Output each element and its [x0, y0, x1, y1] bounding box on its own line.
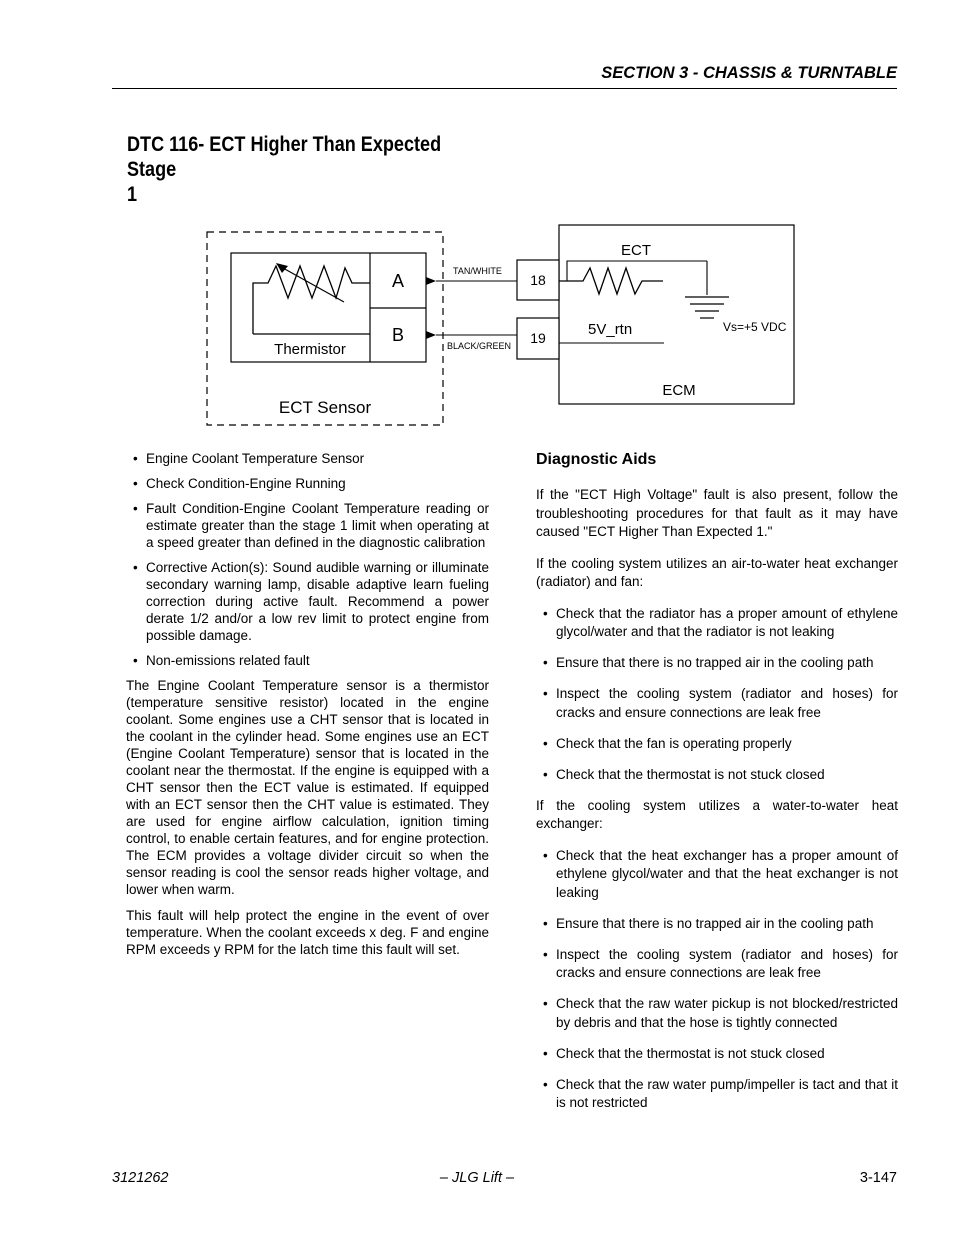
ecm-ect-label: ECT: [621, 242, 651, 259]
ecm-label: ECM: [662, 382, 696, 399]
footer-doc-number: 3121262: [112, 1170, 169, 1186]
list-item: • Fault Condition-Engine Coolant Temperature reading or estimate greater than the stage 1 limit when operating at a speed greater than defined in the diagnostic calibration: [126, 500, 489, 551]
ect-sensor-label: ECT Sensor: [278, 398, 372, 417]
wire-top-label: TAN/WHITE: [453, 266, 502, 276]
list-item: • Check that the heat exchanger has a proper amount of ethylene glycol/water and that the heat exchanger is not leaking: [536, 847, 898, 903]
page-title-line2: 1: [127, 183, 138, 206]
diagnostic-aids-heading: Diagnostic Aids: [536, 451, 657, 468]
thermistor-label: Thermistor: [274, 341, 346, 358]
right-column: [536, 450, 898, 1125]
water-to-water-checklist: [536, 847, 898, 1113]
air-to-water-intro: If the cooling system utilizes an air-to-water heat exchanger (radiator) and fan:: [536, 555, 898, 589]
footer-page-number: 3-147: [859, 1170, 897, 1186]
diagnostic-intro-paragraph: If the "ECT High Voltage" fault is also present, follow the troubleshooting procedures for that fault as it may have caused "ECT Higher Than Expected 1.": [536, 487, 898, 539]
ect-sensor-enclosure: [207, 232, 443, 425]
wire-bottom-label: BLACK/GREEN: [447, 341, 512, 351]
list-item: • Check that the radiator has a proper amount of ethylene glycol/water and that the radiator is not leaking: [536, 605, 898, 642]
list-item: • Inspect the cooling system (radiator and hoses) for cracks and ensure connections are leak free: [536, 685, 898, 722]
pin-19-label: 19: [530, 330, 546, 346]
fault-info-list: [126, 450, 489, 669]
variable-resistor-diagonal: [283, 268, 344, 302]
section-title: SECTION 3 - CHASSIS & TURNTABLE: [601, 64, 897, 82]
air-to-water-checklist: [536, 605, 898, 785]
footer-brand: – JLG Lift –: [439, 1170, 515, 1186]
left-column: [126, 450, 489, 967]
list-item: • Check that the raw water pickup is not blocked/restricted by debris and that the hose is tightly connected: [536, 995, 898, 1032]
list-item: • Inspect the cooling system (radiator and hoses) for cracks and ensure connections are leak free: [536, 946, 898, 983]
ecm-box: [559, 225, 794, 404]
list-item: • Check Condition-Engine Running: [126, 475, 489, 492]
list-item: • Check that the thermostat is not stuck closed: [536, 1045, 898, 1064]
thermistor-symbol: [253, 266, 370, 334]
pin-18-label: 18: [530, 272, 546, 288]
list-item: • Non-emissions related fault: [126, 652, 489, 669]
page-title-line1: DTC 116- ECT Higher Than Expected Stage: [127, 133, 442, 181]
ecm-pullup-resistor: [559, 268, 663, 294]
ecm-rtn-label: 5V_rtn: [588, 321, 633, 338]
water-to-water-intro: If the cooling system utilizes a water-to-water heat exchanger:: [536, 797, 898, 831]
list-item: • Corrective Action(s): Sound audible warning or illuminate secondary warning lamp, disable adaptive learn fueling correction during active fault. Recommend a power derate 1/2 and/or a low rev limit to protect engine from possible damage.: [126, 559, 489, 644]
ect-circuit-diagram: [0, 0, 954, 440]
pin-b-label: B: [391, 325, 405, 345]
pin-a-label: A: [391, 271, 405, 291]
list-item: • Check that the thermostat is not stuck closed: [536, 766, 898, 785]
ecm-vs-label: Vs=+5 VDC: [723, 320, 787, 334]
list-item: • Check that the raw water pump/impeller is tact and that it is not restricted: [536, 1076, 898, 1113]
list-item: • Engine Coolant Temperature Sensor: [126, 450, 489, 467]
list-item: • Check that the fan is operating properly: [536, 735, 898, 754]
list-item: • Ensure that there is no trapped air in the cooling path: [536, 915, 898, 934]
sensor-description-paragraph: The Engine Coolant Temperature sensor is a thermistor (temperature sensitive resistor) located in the engine coolant. Some engines use a CHT sensor that is located in the coolant in the cylinder head. Some engines use an ECT (Engine Coolant Temperature) sensor that is located in the coolant near the thermostat. If the engine is equipped with a CHT sensor then the ECT value is estimated. If equipped with an ECT sensor then the CHT value is estimated. They are used for engine airflow calculation, ignition timing control, to enable certain features, and for engine protection. The ECM provides a voltage divider circuit so when the sensor reading is cool the sensor reads higher voltage, and lower when warm.: [126, 678, 489, 897]
list-item: • Ensure that there is no trapped air in the cooling path: [536, 654, 898, 673]
fault-description-paragraph: This fault will help protect the engine in the event of over temperature. When the coolant exceeds x deg. F and engine RPM exceeds y RPM for the latch time this fault will set.: [126, 908, 489, 957]
